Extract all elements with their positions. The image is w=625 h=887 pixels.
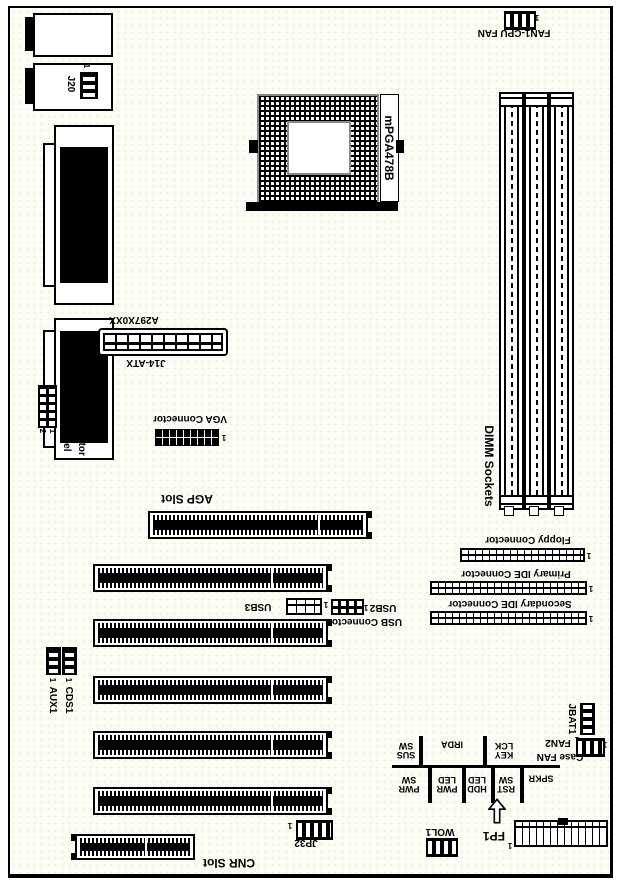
- fp1-header: [514, 820, 608, 847]
- pci-slot-1: [93, 564, 328, 592]
- agp-slot: [148, 511, 368, 539]
- slot-key: [271, 568, 273, 588]
- slot-tab: [326, 808, 332, 815]
- vga-label: VGA Connector: [152, 413, 228, 424]
- fp1-key-pin: [558, 818, 568, 825]
- vga-header: [155, 429, 219, 446]
- slot-tab: [71, 834, 77, 841]
- arrow-up-icon: [488, 798, 506, 824]
- dimm-clip-top: [501, 94, 522, 107]
- slot-bar: [98, 685, 323, 695]
- atx-label: J14-ATX: [126, 357, 166, 368]
- pwr-led-line2: LED: [438, 775, 456, 785]
- aux1-pin1-label: 1: [48, 677, 57, 683]
- front-panel-divider: [520, 768, 524, 803]
- front-panel-divider: [462, 768, 466, 803]
- pwr-sw-line1: PWR: [398, 784, 420, 794]
- pwr-led-line1: PWR: [436, 784, 458, 794]
- dimm-foot: [554, 506, 564, 516]
- slot-tab: [71, 853, 77, 860]
- aux1-label: AUX1: [47, 686, 58, 714]
- slot-bar: [80, 843, 190, 851]
- slot-bar: [153, 520, 363, 530]
- wol1-label: WOL1: [425, 826, 455, 837]
- dimm-channel: [529, 107, 544, 495]
- usb2-pin1-label: 1: [363, 603, 369, 612]
- hdd-led-line1: HDD: [467, 784, 487, 794]
- jp32-pin1-label: 1: [287, 821, 293, 830]
- rst-sw-label: [497, 775, 515, 793]
- rear-port-stub-1: [25, 17, 33, 51]
- fan1-label: FAN1-CPU FAN: [477, 27, 551, 38]
- jp32-label: JP32: [294, 837, 318, 848]
- dimm-channel: [504, 107, 519, 495]
- front-panel-divider: [428, 768, 432, 803]
- pci-slot-5: [93, 787, 328, 815]
- fan1-pin1-label: 1: [534, 13, 540, 22]
- dimm-socket-2: [524, 92, 549, 510]
- dimm-socket-3: [549, 92, 574, 510]
- slot-tab: [366, 511, 372, 518]
- irda-label: IRDA: [441, 739, 463, 750]
- fan2-pin1-label: 1: [602, 740, 608, 749]
- slot-teeth: [98, 695, 323, 700]
- j20-pin1-label: 1: [82, 63, 91, 69]
- pwr-sw-label: [399, 775, 420, 793]
- fan2-label: FAN2: [545, 737, 571, 748]
- front-panel-table-line: [392, 765, 560, 768]
- slot-tab: [366, 532, 372, 539]
- pci-slot-3: [93, 676, 328, 704]
- jbat1-label: JBAT1: [566, 703, 577, 735]
- cpu-socket-tab-left: [249, 140, 258, 153]
- slot-tab: [326, 676, 332, 683]
- rear-connector-1-body: [60, 147, 108, 283]
- agp-label: AGP Slot: [161, 492, 213, 506]
- slot-teeth: [80, 851, 190, 856]
- front-panel-divider: [419, 736, 423, 766]
- slot-bar: [98, 740, 323, 750]
- sus-sw-line1: SUS: [396, 750, 416, 760]
- pwr-led-label: [437, 775, 458, 793]
- slot-teeth: [98, 750, 323, 755]
- cnr-label: CNR Slot: [203, 856, 255, 870]
- j20-header: [80, 72, 98, 99]
- dimm-socket-1: [499, 92, 524, 510]
- secondary-ide-header: [430, 611, 587, 625]
- slot-tab: [326, 564, 332, 571]
- fp1-pin1-label: 1: [507, 841, 513, 850]
- key-lck-label: [495, 741, 514, 759]
- slot-key: [271, 680, 273, 700]
- hdd-led-label: [467, 775, 487, 793]
- atx-power-connector: [98, 328, 228, 356]
- usb3-header: [286, 598, 322, 615]
- primary-ide-label: Primary IDE Connector: [461, 568, 571, 579]
- dimm-label: DIMM Sockets: [482, 425, 496, 507]
- cpu-retention-bar: [246, 202, 398, 211]
- usb2-header: [331, 599, 364, 615]
- spkr-label: SPKR: [528, 773, 554, 784]
- sound-label-line2: Sound Connector: [76, 372, 87, 456]
- slot-teeth: [98, 638, 323, 643]
- dimm-clip-top: [551, 94, 572, 107]
- slot-tab: [326, 731, 332, 738]
- aux1-header: [46, 647, 61, 675]
- dimm-foot: [504, 506, 514, 516]
- dimm-clip-top: [526, 94, 547, 107]
- slot-key: [271, 791, 273, 811]
- atx-model-label: A297X0XX: [109, 314, 159, 325]
- cds1-header: [62, 647, 77, 675]
- slot-bar: [98, 573, 323, 583]
- slot-teeth: [98, 583, 323, 588]
- rst-sw-line2: SW: [498, 775, 514, 785]
- key-lck-line1: KEY: [494, 750, 514, 760]
- sound-label-line1: J10-Front Panel: [61, 376, 72, 452]
- primary-ide-pin1-label: 1: [588, 584, 594, 593]
- cpu-socket-tab-right: [396, 140, 404, 153]
- sound-pin2-label: 2: [38, 428, 47, 434]
- slot-bar: [98, 796, 323, 806]
- usb3-label: USB3: [244, 601, 272, 612]
- atx-pin-cells: [103, 333, 223, 351]
- ps2-port-top: [33, 13, 113, 57]
- rst-sw-line1: RST: [497, 784, 515, 794]
- sus-sw-label: [397, 741, 416, 759]
- slot-key: [318, 515, 320, 535]
- usb-connector-label: USB Connector: [328, 616, 402, 627]
- wol1-header: [426, 838, 458, 857]
- key-lck-line2: LCK: [494, 741, 514, 751]
- pwr-sw-line2: SW: [401, 775, 417, 785]
- cnr-slot: [75, 834, 195, 860]
- usb2-label: USB2: [369, 602, 397, 613]
- dimm-foot: [529, 506, 539, 516]
- hdd-led-line2: LED: [468, 775, 486, 785]
- cpu-socket-cavity: [287, 121, 351, 175]
- slot-tab: [326, 585, 332, 592]
- primary-ide-header: [430, 581, 587, 595]
- rear-port-stub-2: [25, 68, 33, 104]
- secondary-ide-label: Secondary IDE Connector: [448, 598, 572, 609]
- jbat1-header: [580, 703, 595, 735]
- usb3-pin1-label: 1: [323, 600, 329, 609]
- dimm-channel: [554, 107, 569, 495]
- pci-slot-2: [93, 619, 328, 647]
- floppy-label: Floppy Connector: [485, 534, 571, 545]
- slot-key: [271, 623, 273, 643]
- pci-slot-4: [93, 731, 328, 759]
- slot-tab: [326, 752, 332, 759]
- front-panel-divider: [483, 736, 487, 766]
- cpu-socket-label: mPGA478B: [382, 115, 396, 181]
- slot-key: [271, 735, 273, 755]
- sound-header: [38, 385, 57, 428]
- floppy-header: [460, 548, 585, 562]
- slot-tab: [326, 787, 332, 794]
- slot-key: [145, 838, 147, 856]
- slot-bar: [98, 628, 323, 638]
- sus-sw-line2: SW: [398, 741, 414, 751]
- slot-tab: [326, 697, 332, 704]
- floppy-pin1-label: 1: [586, 551, 592, 560]
- j20-label: J20: [65, 75, 76, 93]
- case-fan-label: Case FAN: [536, 751, 584, 762]
- secondary-ide-pin1-label: 1: [588, 614, 594, 623]
- slot-teeth: [153, 530, 363, 535]
- cds1-pin1-label: 1: [64, 677, 73, 683]
- fp1-label: FP1: [482, 829, 506, 843]
- slot-tab: [326, 640, 332, 647]
- sound-pin1-label: 1: [48, 428, 57, 434]
- cds1-label: CDS1: [63, 686, 74, 714]
- vga-pin1-label: 1: [221, 433, 227, 442]
- slot-teeth: [98, 806, 323, 811]
